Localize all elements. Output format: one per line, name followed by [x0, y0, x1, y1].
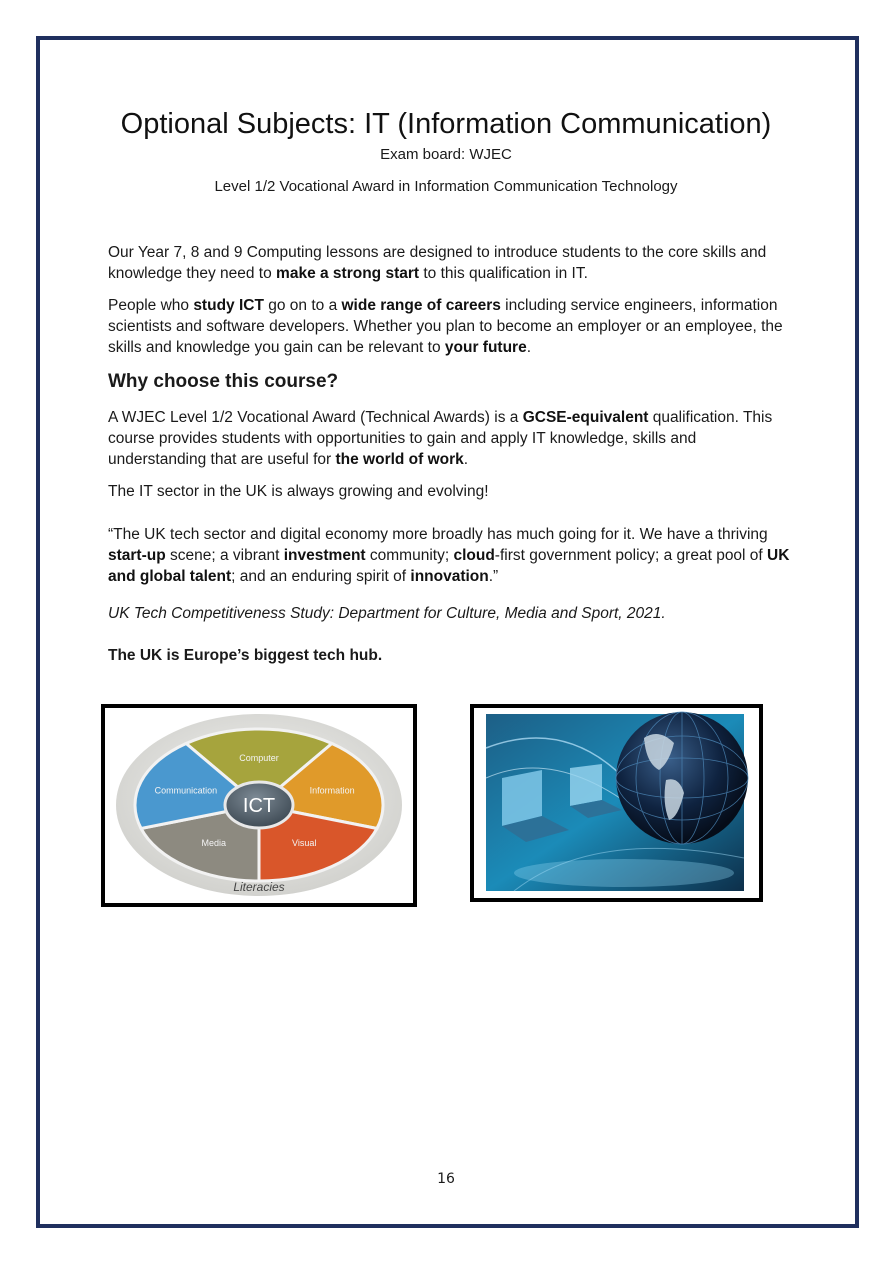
intro-paragraph-2: People who study ICT go on to a wide range of careers including service engineers, information scientists and software developers. Whether you plan to become an employer or an employee, the skills and knowledge you gain can be relevant to your future. [108, 297, 783, 356]
page-number: 16 [437, 1171, 455, 1187]
quote-source: UK Tech Competitiveness Study: Department for Culture, Media and Sport, 2021. [108, 605, 666, 622]
wheel-label-computer: Computer [239, 752, 279, 763]
wheel-label-visual: Visual [292, 838, 317, 849]
page-border [36, 36, 859, 1228]
intro-paragraph-1: Our Year 7, 8 and 9 Computing lessons are designed to introduce students to the core skills and knowledge they need to make a strong start to this qualification in IT. [108, 244, 767, 282]
wheel-label-communication: Communication [154, 785, 218, 796]
ict-wheel [105, 708, 413, 903]
quote-paragraph: “The UK tech sector and digital economy more broadly has much going for it. We have a thriving start-up scene; a vibrant investment community; cloud-first government policy; a great pool of UK and global talent; and an enduring spirit of innovation.” [108, 526, 790, 585]
globe-illustration [474, 708, 759, 898]
why-paragraph-2: The IT sector in the UK is always growing and evolving! [108, 483, 489, 500]
ring-label: Literacies [233, 880, 285, 894]
center-label: ICT [242, 795, 276, 817]
ict-literacies-diagram [101, 704, 417, 907]
wheel-label-information: Information [309, 785, 355, 796]
award-title: Level 1/2 Vocational Award in Information Communication Technology [214, 178, 678, 195]
why-paragraph-1: A WJEC Level 1/2 Vocational Award (Technical Awards) is a GCSE-equivalent qualification. This course provides students with opportunities to gain and apply IT knowledge, skills and understanding that are useful for the world of work. [108, 409, 773, 468]
tech-hub-statement: The UK is Europe’s biggest tech hub. [108, 647, 383, 664]
page-title: Optional Subjects: IT (Information Communication) [120, 108, 772, 140]
globe-laptops-image [470, 704, 763, 902]
wheel-label-media: Media [201, 838, 227, 849]
section-heading: Why choose this course? [108, 371, 339, 392]
exam-board: Exam board: WJEC [380, 146, 512, 163]
